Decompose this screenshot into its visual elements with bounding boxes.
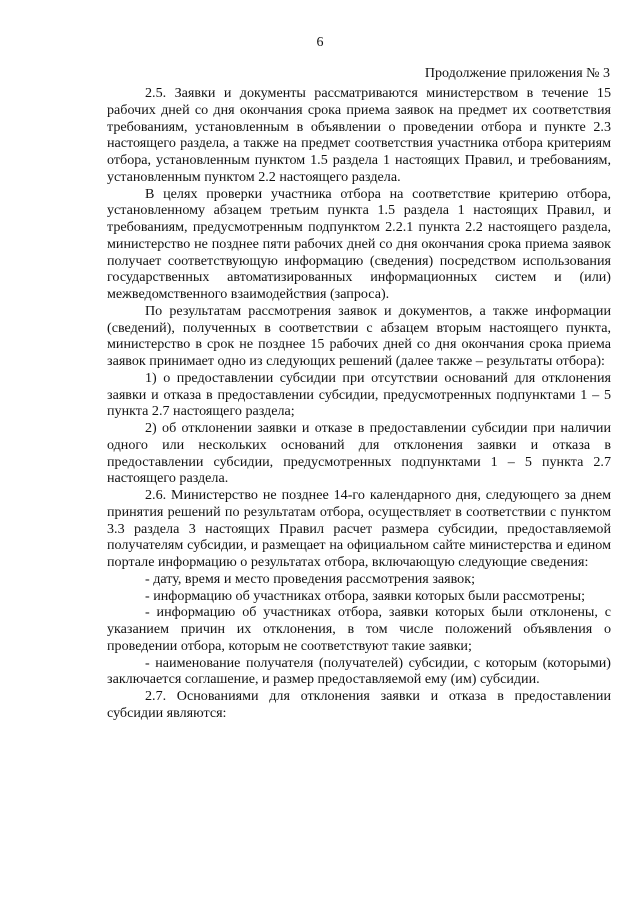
paragraph-2-6: 2.6. Министерство не позднее 14-го календарного дня, следующего за днем принятия решений по результатам отбора, осуществляет в соответствии с пунктом 3.3 раздела 3 настоящих Правил расчет размера субсидии, предоставляемой получателям субсидии, и размещает на официальном сайте министерства и едином портале информацию о результатах отбора, включающую следующие сведения: <box>107 487 611 570</box>
decision-item-2: 2) об отклонении заявки и отказе в предоставлении субсидии при наличии одного или нескольких оснований для отклонения заявки и отказа в предоставлении субсидии, предусмотренных подпунктами 1 – 5 пункта 2.7 настоящего раздела. <box>107 420 611 487</box>
paragraph-decisions: По результатам рассмотрения заявок и документов, а также информации (сведений), полученных в соответствии с абзацем вторым настоящего пункта, министерство в срок не позднее 15 рабочих дней со дня окончания срока приема заявок принимает одно из следующих решений (далее также – результаты отбора): <box>107 302 611 369</box>
decision-item-1: 1) о предоставлении субсидии при отсутствии оснований для отклонения заявки и отказа в предоставлении субсидии, предусмотренных подпунктами 1 – 5 пункта 2.7 настоящего раздела; <box>107 369 611 420</box>
list-item-recipients: - наименование получателя (получателей) субсидии, с которым (которыми) заключается соглашение, и размер предоставляемой ему (им) субсидии. <box>107 654 611 688</box>
paragraph-2-5: 2.5. Заявки и документы рассматриваются министерством в течение 15 рабочих дней со дня окончания срока приема заявок на предмет их соответствия требованиям, установленным в объявлении о проведении отбора и пункте 2.3 настоящего раздела, а также на предмет соответствия участника отбора критериям отбора, установленным пунктом 1.5 раздела 1 настоящих Правил, и требованиям, установленным пунктом 2.2 настоящего раздела. <box>107 85 611 185</box>
document-body <box>107 85 611 722</box>
paragraph-verification: В целях проверки участника отбора на соответствие критерию отбора, установленному абзацем третьим пункта 1.5 раздела 1 настоящих Правил, и требованиям, предусмотренным подпунктом 2.2.1 пункта 2.2 настоящего раздела, министерство не позднее пяти рабочих дней со дня окончания срока приема заявок получает соответствующую информацию (сведения) посредством использования государственных автоматизированных информационных систем и (или) межведомственного взаимодействия (запроса). <box>107 185 611 302</box>
list-item-date-time-place: - дату, время и место проведения рассмотрения заявок; <box>145 570 475 587</box>
appendix-continuation-header: Продолжение приложения № 3 <box>424 66 610 81</box>
page-number: 6 <box>316 35 324 50</box>
paragraph-2-7: 2.7. Основаниями для отклонения заявки и отказа в предоставлении субсидии являются: <box>107 688 611 721</box>
list-item-reviewed-participants: - информацию об участниках отбора, заявки которых были рассмотрены; <box>145 587 586 604</box>
list-item-rejected-participants: - информацию об участниках отбора, заявки которых были отклонены, с указанием причин их отклонения, в том числе положений объявления о проведении отбора, которым не соответствуют такие заявки; <box>107 604 611 654</box>
